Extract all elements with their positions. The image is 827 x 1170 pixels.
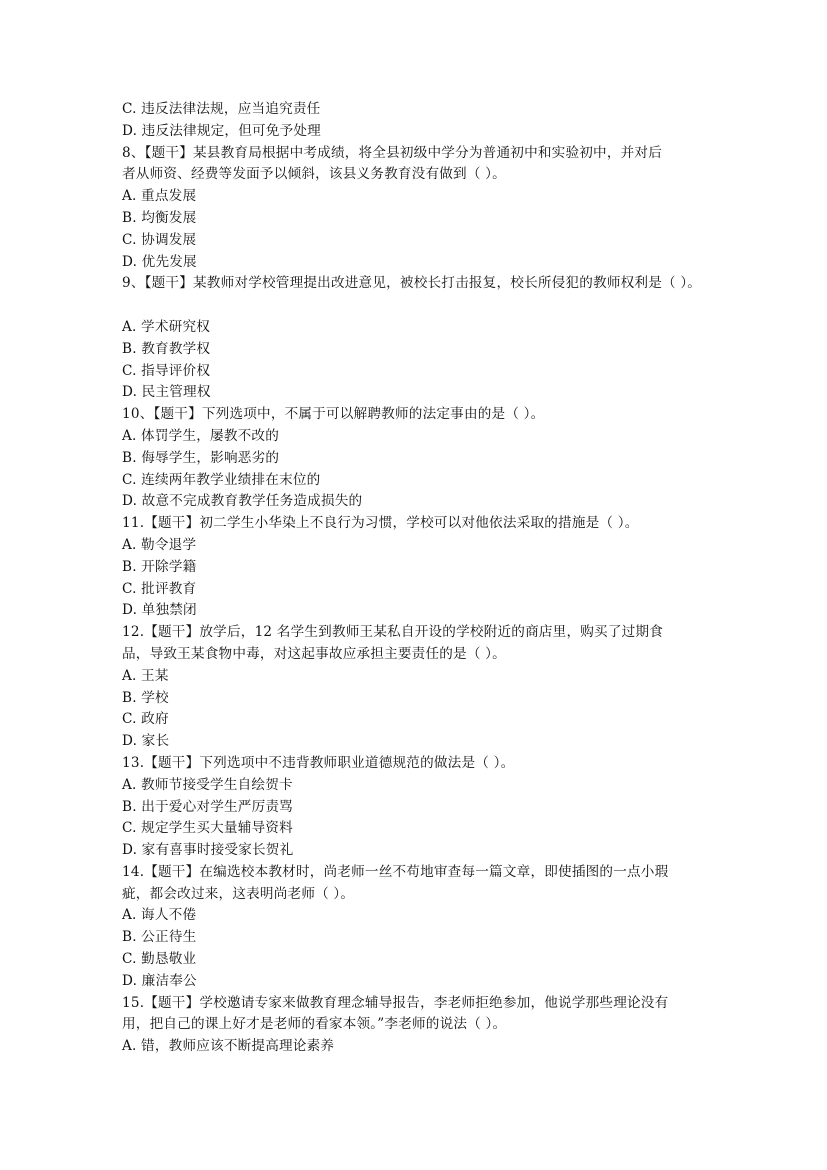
option-line: C. 批评教育 <box>122 580 197 597</box>
option-line: B. 侮辱学生，影响恶劣的 <box>122 449 280 466</box>
option-line: C. 指导评价权 <box>122 362 211 379</box>
question-line: 疵，都会改过来，这表明尚老师（ ）。 <box>122 885 355 902</box>
option-line: C. 政府 <box>122 711 169 728</box>
question-line: 8、【题干】某县教育局根据中考成绩，将全县初级中学分为普通初中和实验初中，并对后 <box>122 144 663 161</box>
blank-line <box>122 295 722 317</box>
question-line: 9、【题干】某教师对学校管理提出改进意见，被校长打击报复，校长所侵犯的教师权利是（ ）。 <box>122 275 702 292</box>
option-line: D. 故意不完成教育教学任务造成损失的 <box>122 493 363 510</box>
option-line: B. 教育教学权 <box>122 340 211 357</box>
question-line: 品，导致王某食物中毒，对这起事故应承担主要责任的是（ ）。 <box>122 645 506 662</box>
option-line: C. 规定学生买大量辅导资料 <box>122 820 293 837</box>
option-line: C. 勤恳敬业 <box>122 951 197 968</box>
option-line: C. 违反法律法规，应当追究责任 <box>122 101 321 117</box>
option-line: A. 勒令退学 <box>122 536 197 553</box>
option-line: D. 家长 <box>122 733 170 750</box>
option-line: B. 出于爱心对学生严厉责骂 <box>122 798 293 815</box>
option-line: A. 体罚学生，屡教不改的 <box>122 427 279 444</box>
question-line: 14.【题干】在编选校本教材时，尚老师一丝不苟地审查每一篇文章，即使插图的一点小瑕 <box>122 863 669 880</box>
option-line: A. 学术研究权 <box>122 318 211 335</box>
option-line: C. 协调发展 <box>122 231 197 248</box>
option-line: A. 重点发展 <box>122 188 197 205</box>
option-line: B. 公正待生 <box>122 929 197 946</box>
option-line: A. 错，教师应该不断提高理论素养 <box>122 1038 335 1055</box>
option-line: B. 开除学籍 <box>122 558 197 575</box>
option-line: B. 学校 <box>122 689 169 706</box>
option-line: B. 均衡发展 <box>122 209 197 226</box>
option-line: D. 家有喜事时接受家长贺礼 <box>122 842 294 859</box>
option-line: D. 违反法律规定，但可免予处理 <box>122 122 321 139</box>
option-line: A. 诲人不倦 <box>122 907 197 924</box>
option-line: A. 王某 <box>122 667 169 684</box>
question-line: 15.【题干】学校邀请专家来做教育理念辅导报告，李老师拒绝参加，他说学那些理论没有 <box>122 994 669 1011</box>
question-line: 用，把自己的课上好才是老师的看家本领。”李老师的说法（ ）。 <box>122 1016 507 1033</box>
option-line: C. 连续两年教学业绩排在末位的 <box>122 471 321 488</box>
option-line: D. 优先发展 <box>122 253 197 270</box>
document-body <box>122 99 722 1058</box>
question-line: 12.【题干】放学后，12 名学生到教师王某私自开设的学校附近的商店里，购买了过期食 <box>122 624 664 641</box>
question-line: 13.【题干】下列选项中不违背教师职业道德规范的做法是（ ）。 <box>122 754 515 771</box>
option-line: D. 廉洁奉公 <box>122 972 197 989</box>
question-line: 10、【题干】下列选项中，不属于可以解聘教师的法定事由的是（ ）。 <box>122 406 545 423</box>
question-line: 者从师资、经费等发面予以倾斜，该县义务教育没有做到（ ）。 <box>122 166 506 183</box>
option-line: D. 民主管理权 <box>122 384 211 401</box>
question-line: 11.【题干】初二学生小华染上不良行为习惯，学校可以对他依法采取的措施是（ ）。 <box>122 515 639 532</box>
option-line: D. 单独禁闭 <box>122 602 197 619</box>
option-line: A. 教师节接受学生自绘贺卡 <box>122 776 293 793</box>
